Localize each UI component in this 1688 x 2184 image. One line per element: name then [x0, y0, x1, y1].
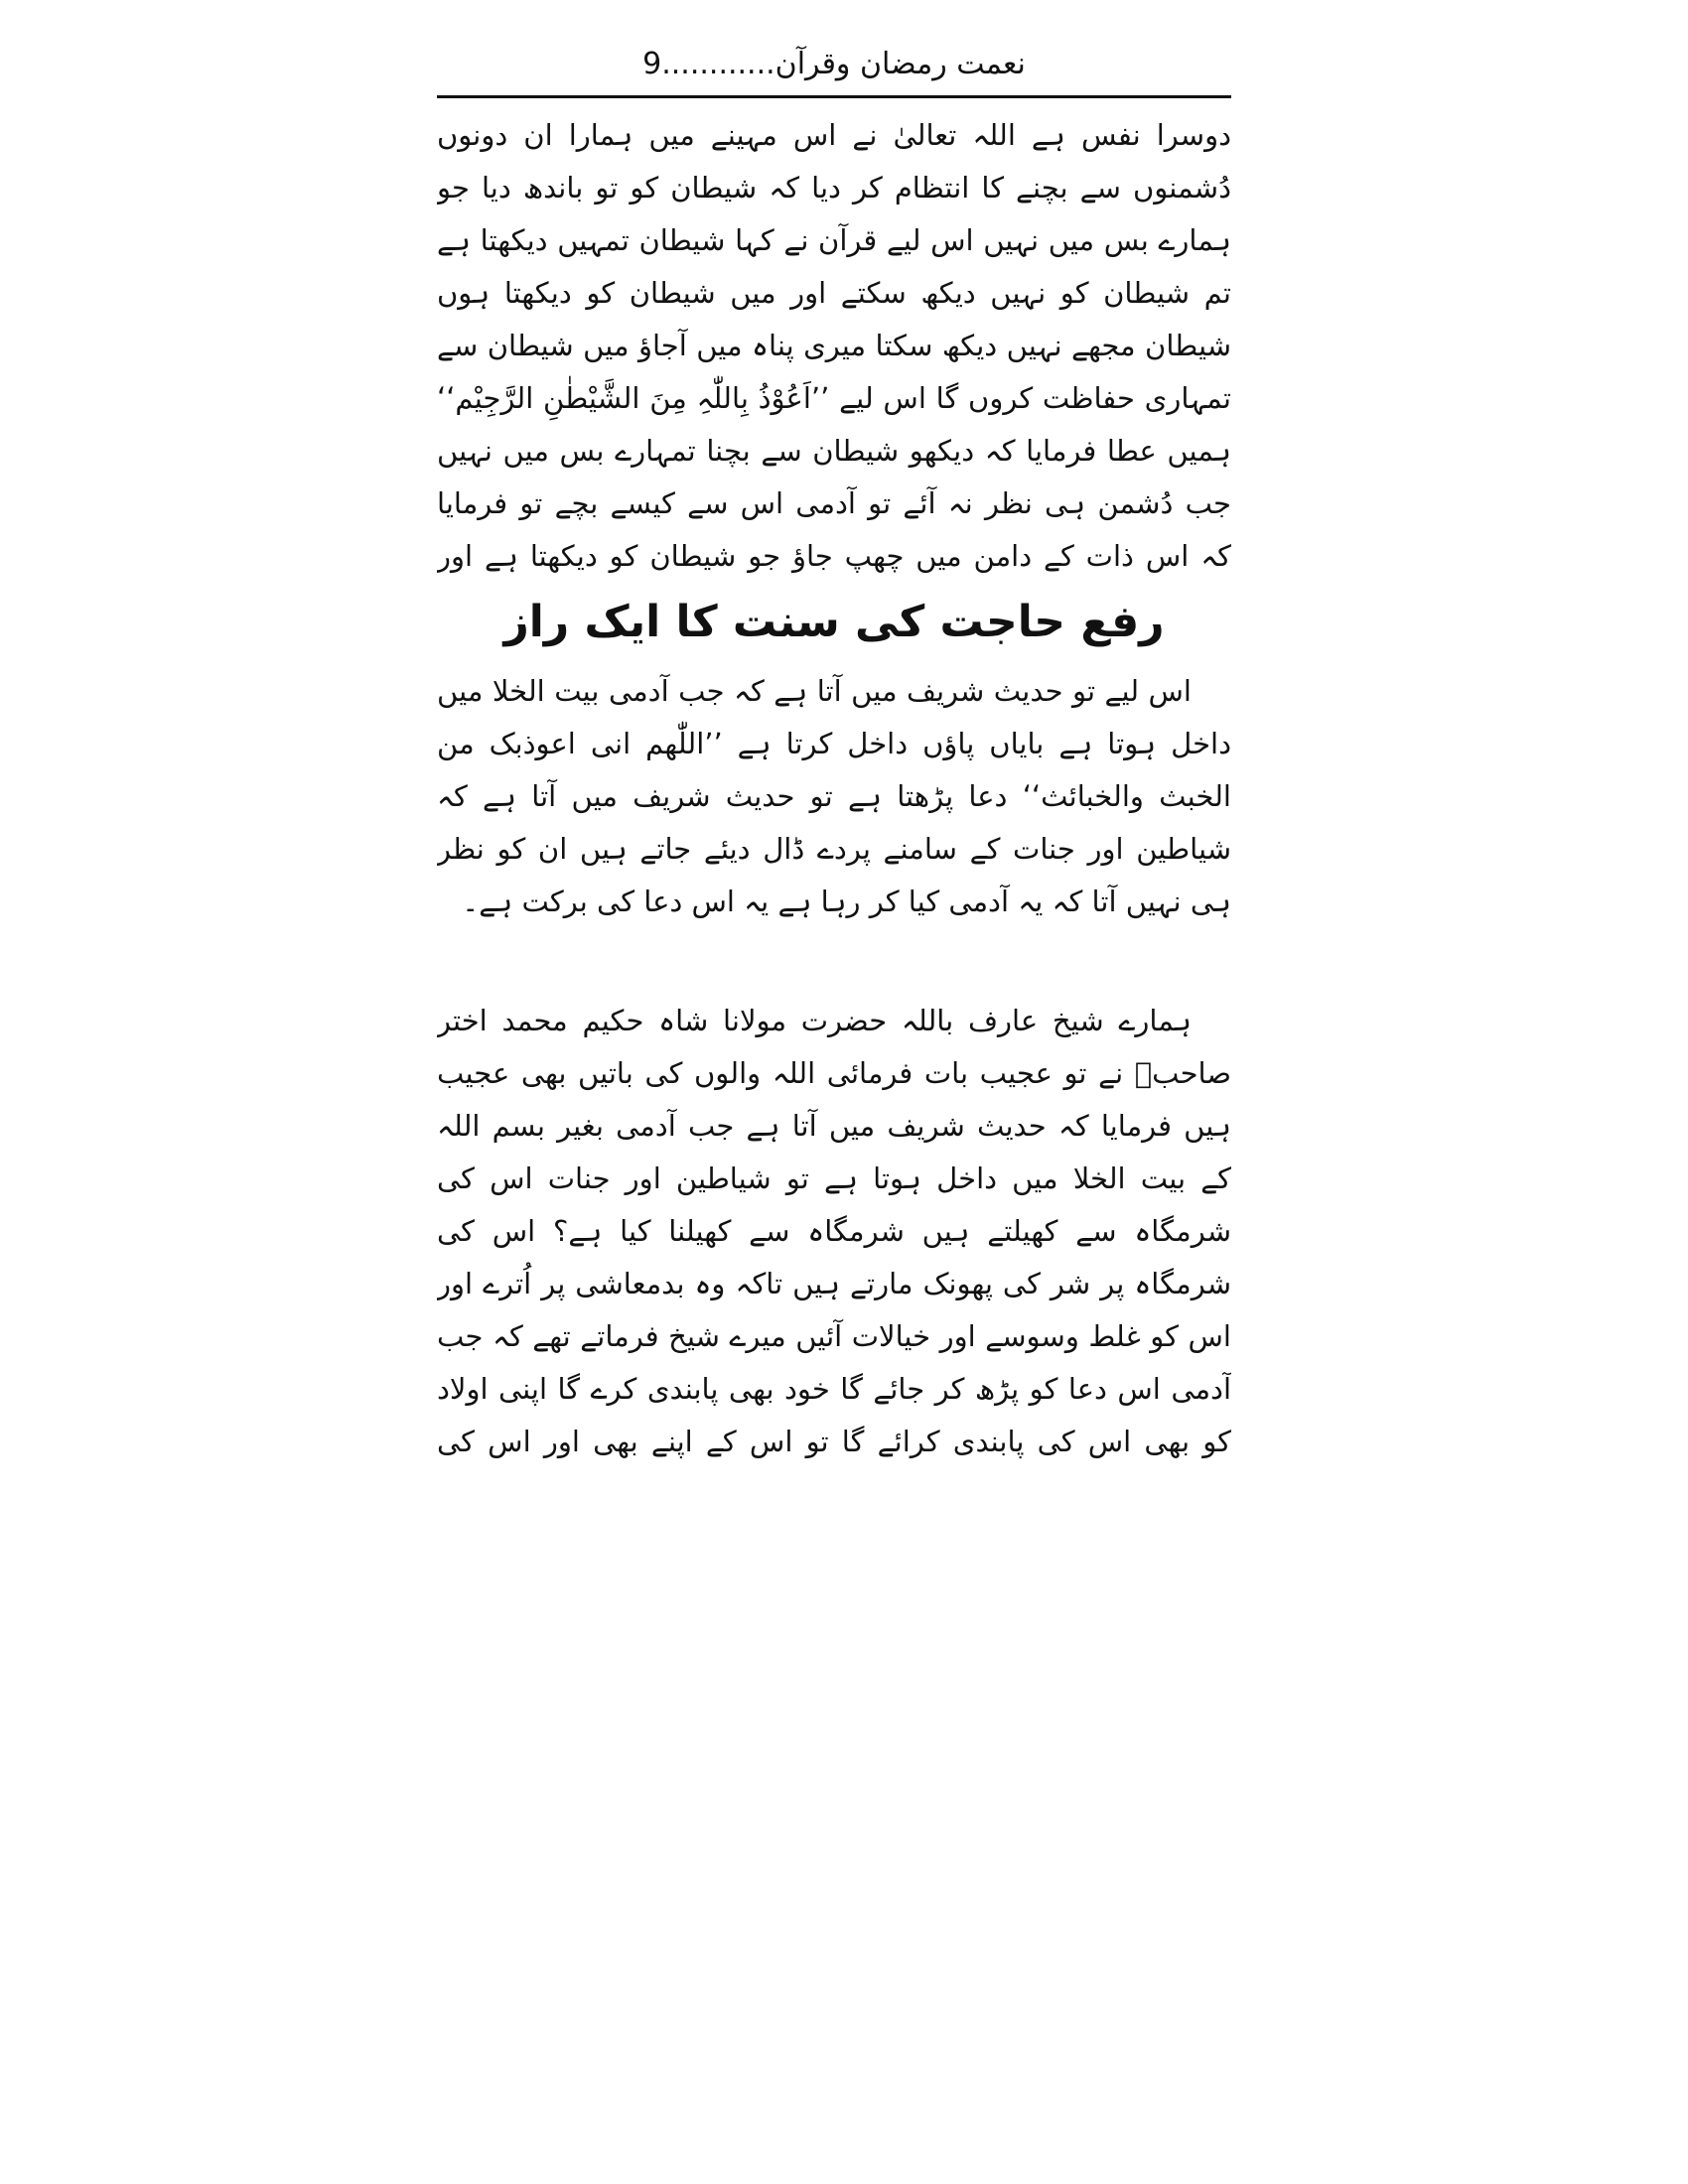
paragraph-hadith: اس لیے تو حدیث شریف میں آتا ہے کہ جب آدمی بیت الخلا میں داخل ہوتا ہے بایاں پاؤں داخل کرتا ہے ’’اللّٰھم انی اعوذبک من الخبث والخبائث‘‘ دعا پڑھتا ہے تو حدیث شریف میں آتا ہے کہ شیاطین اور جنات کے سامنے پردے ڈال دیئے جاتے ہیں ان کو نظر ہی نہیں آتا کہ یہ آدمی کیا کر رہا ہے یہ اس دعا کی برکت ہے۔: [437, 674, 1231, 918]
header-rule: [437, 95, 1231, 98]
header-dot-leader: ............: [661, 47, 775, 81]
running-title: نعمت رمضان وقرآن: [774, 47, 1026, 81]
paragraph-intro: دوسرا نفس ہے اللہ تعالیٰ نے اس مہینے میں ہمارا ان دونوں دُشمنوں سے بچنے کا انتظام کر دیا کہ شیطان کو تو باندھ دیا جو ہمارے بس میں نہیں اس لیے قرآن نے کہا شیطان تمہیں دیکھتا ہے تم شیطان کو نہیں دیکھ سکتے اور میں شیطان کو دیکھتا ہوں شیطان مجھے نہیں دیکھ سکتا میری پناہ میں آجاؤ میں شیطان سے تمہاری حفاظت کروں گا اس لیے ’’اَعُوْذُ بِاللّٰہِ مِنَ الشَّیْطٰنِ الرَّجِیْم‘‘ ہمیں عطا فرمایا کہ دیکھو شیطان سے بچنا تمہارے بس میں نہیں جب دُشمن ہی نظر نہ آئے تو آدمی اس سے کیسے بچے تو فرمایا کہ اس ذات کے دامن میں چھپ جاؤ جو شیطان کو دیکھتا ہے اور: [437, 118, 1231, 573]
section-heading: رفع حاجت کی سنت کا ایک راز: [503, 597, 1165, 647]
page-header: [437, 40, 1231, 89]
paragraph-shaykh: ہمارے شیخ عارف باللہ حضرت مولانا شاہ حکیم محمد اختر صاحبؒ نے تو عجیب بات فرمائی اللہ والوں کی باتیں بھی عجیب ہیں فرمایا کہ حدیث شریف میں آتا ہے جب آدمی بغیر بسم اللہ کے بیت الخلا میں داخل ہوتا ہے تو شیاطین اور جنات اس کی شرمگاہ سے کھیلتے ہیں شرمگاہ سے کھیلنا کیا ہے؟ اس کی شرمگاہ پر شر کی پھونک مارتے ہیں تاکہ وہ بدمعاشی پر اُترے اور اس کو غلط وسوسے اور خیالات آئیں میرے شیخ فرماتے تھے کہ جب آدمی اس دعا کو پڑھ کر جائے گا خود بھی پابندی کرے گا اپنی اولاد کو بھی اس کی پابندی کرائے گا تو اس کے اپنے بھی اور اس کی: [437, 1004, 1231, 1458]
page-content: [437, 109, 1231, 1471]
page-number: 9: [642, 47, 662, 81]
